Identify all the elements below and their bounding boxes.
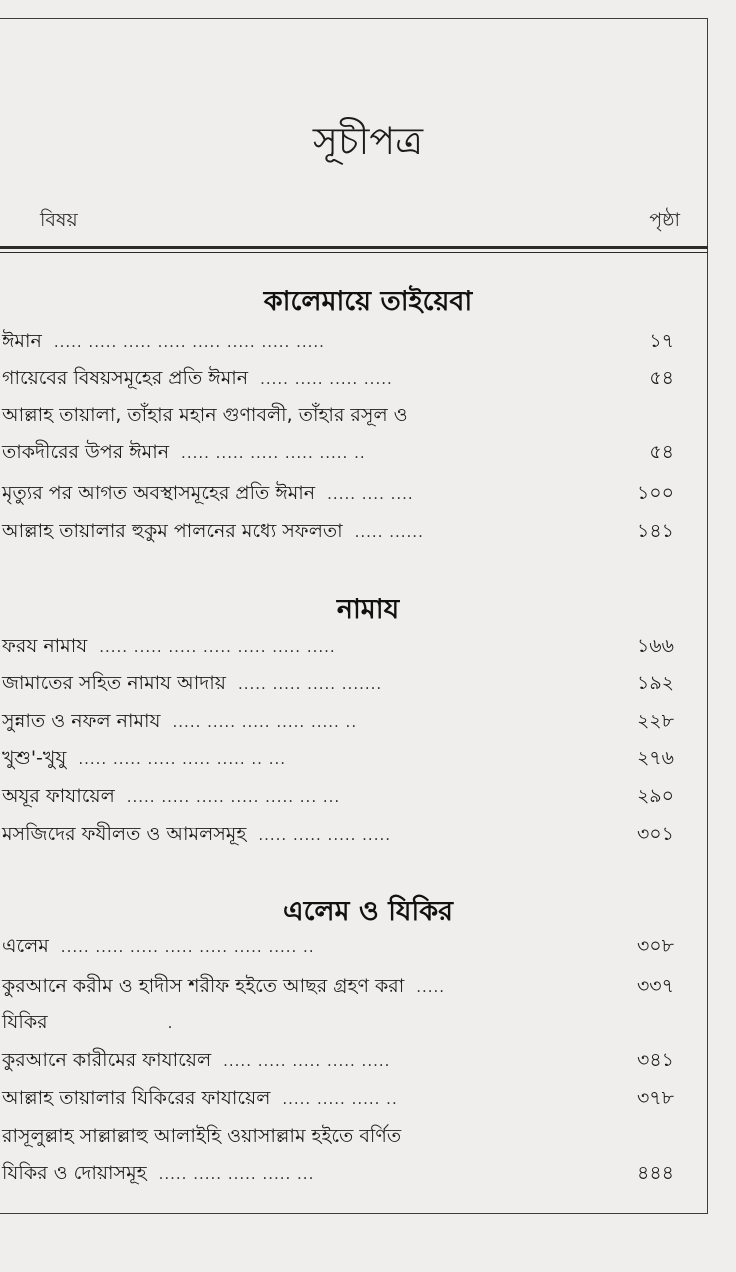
- entry-title: ফরয নামায: [2, 635, 88, 657]
- section-title: কালেমায়ে তাইয়েবা: [263, 286, 473, 317]
- page-number: ৩৩৭: [636, 975, 674, 997]
- entry-title: তাকদীরের উপর ঈমান: [2, 441, 170, 463]
- toc-entry: [2, 1085, 674, 1112]
- leader-dots: ..... ..... ..... ..... ...: [158, 1165, 315, 1183]
- leader-dots: .....: [416, 978, 446, 996]
- page-number: ২২৮: [636, 710, 674, 732]
- toc-entry: [2, 783, 674, 810]
- leader-dots: ..... ..... ..... ..... ..... ..: [181, 444, 366, 462]
- entry-title: মৃত্যুর পর আগত অবস্থাসমূহের প্রতি ঈমান: [2, 482, 316, 504]
- toc-entry: [2, 480, 674, 507]
- entry-title: আল্লাহ তায়ালার যিকিরের ফাযায়েল: [2, 1087, 271, 1109]
- toc-entry: [2, 1160, 674, 1187]
- leader-dots: ..... ..... ..... .....: [260, 370, 393, 388]
- page-number: ১০০: [636, 482, 674, 504]
- entry-title: জামাতের সহিত নামায আদায়: [2, 672, 226, 694]
- toc-entry: [2, 708, 674, 735]
- leader-dots: ..... ......: [354, 523, 424, 541]
- entry-title: যিকির: [2, 1011, 48, 1033]
- entry-title: রাসূলুল্লাহ সাল্লাল্লাহু আলাইহি ওয়াসাল্লাম হইতে বর্ণিত: [2, 1125, 402, 1147]
- toc-entry-line: [2, 1123, 674, 1149]
- toc-entry: [2, 745, 674, 772]
- toc-entry: [2, 933, 674, 960]
- page-number: ৩০৮: [636, 935, 674, 957]
- toc-entry: [2, 973, 674, 1000]
- entry-title: খুশু'-খুযু: [2, 747, 67, 769]
- toc-entry: [2, 328, 674, 355]
- entry-title: অযূর ফাযায়েল: [2, 785, 115, 807]
- page-number: ৫৪: [649, 441, 674, 463]
- leader-dots: ..... ..... ..... ..... ..... ..: [172, 713, 358, 731]
- leader-dots: ..... ..... ..... ..: [282, 1090, 398, 1108]
- leader-dots: ..... ..... ..... .....: [258, 826, 392, 844]
- toc-entry: [2, 365, 674, 392]
- entry-title: ঈমান: [2, 330, 42, 352]
- entry-title: আল্লাহ তায়ালা, তাঁহার মহান গুণাবলী, তাঁহার রসূল ও: [2, 404, 408, 426]
- toc-entry: [2, 633, 674, 660]
- entry-title: যিকির ও দোয়াসমূহ: [2, 1162, 147, 1184]
- page-number: ৪৪৪: [637, 1162, 674, 1184]
- leader-dots: ..... ..... ..... ..... ..... ..... ..... ..: [60, 938, 315, 956]
- leader-dots: ..... ..... ..... ..... ..... ... ...: [126, 788, 341, 806]
- page-number: ২৯০: [636, 785, 674, 807]
- entry-title: আল্লাহ তায়ালার হুকুম পালনের মধ্যে সফলতা: [2, 520, 343, 542]
- section-title: এলেম ও যিকির: [283, 896, 453, 927]
- header-rule: [0, 246, 708, 253]
- page-number: ১৬৬: [636, 635, 674, 657]
- column-header-page: পৃষ্ঠা: [649, 209, 680, 231]
- toc-entry: [2, 518, 674, 545]
- entry-title: এলেম: [2, 935, 49, 957]
- page-number: ১৪১: [637, 520, 674, 542]
- page-number: ১৭: [649, 330, 674, 352]
- page-number: ১৯২: [636, 672, 674, 694]
- entry-title: মসজিদের ফযীলত ও আমলসমূহ: [2, 823, 247, 845]
- page-number: ৩৪১: [636, 1049, 674, 1071]
- section-title: নামায: [336, 594, 400, 625]
- page-title: সূচীপত্র: [312, 119, 424, 163]
- toc-entry: [2, 821, 674, 848]
- page-number: ৩৭৮: [636, 1087, 674, 1109]
- leader-dots: ..... ..... ..... ..... ..... ..... ..... .....: [53, 333, 325, 351]
- leader-dots: ..... .... ....: [327, 485, 414, 503]
- toc-entry: [2, 1047, 674, 1074]
- entry-title: সুন্নাত ও নফল নামায: [2, 710, 161, 732]
- page-number: ৫৪: [649, 367, 674, 389]
- page-number: ২৭৬: [636, 747, 674, 769]
- toc-entry: [2, 670, 674, 697]
- leader-dots: ..... ..... ..... ..... ..... .. ...: [78, 750, 286, 768]
- entry-title: গায়েবের বিষয়সমূহের প্রতি ঈমান: [2, 367, 249, 389]
- page-number: ৩০১: [636, 823, 674, 845]
- entry-title: কুরআনে কারীমের ফাযায়েল: [2, 1049, 212, 1071]
- toc-entry: [2, 439, 674, 466]
- leader-dots: ..... ..... ..... ..... .....: [223, 1052, 391, 1070]
- entry-title: কুরআনে করীম ও হাদীস শরীফ হইতে আছর গ্রহণ করা: [2, 975, 405, 997]
- leader-dots: .: [167, 1014, 174, 1032]
- leader-dots: ..... ..... ..... .......: [237, 675, 383, 693]
- leader-dots: ..... ..... ..... ..... ..... ..... .....: [99, 638, 336, 656]
- toc-entry-line: [2, 402, 674, 428]
- toc-entry: [2, 1009, 674, 1036]
- column-header-subject: বিষয়: [40, 209, 78, 231]
